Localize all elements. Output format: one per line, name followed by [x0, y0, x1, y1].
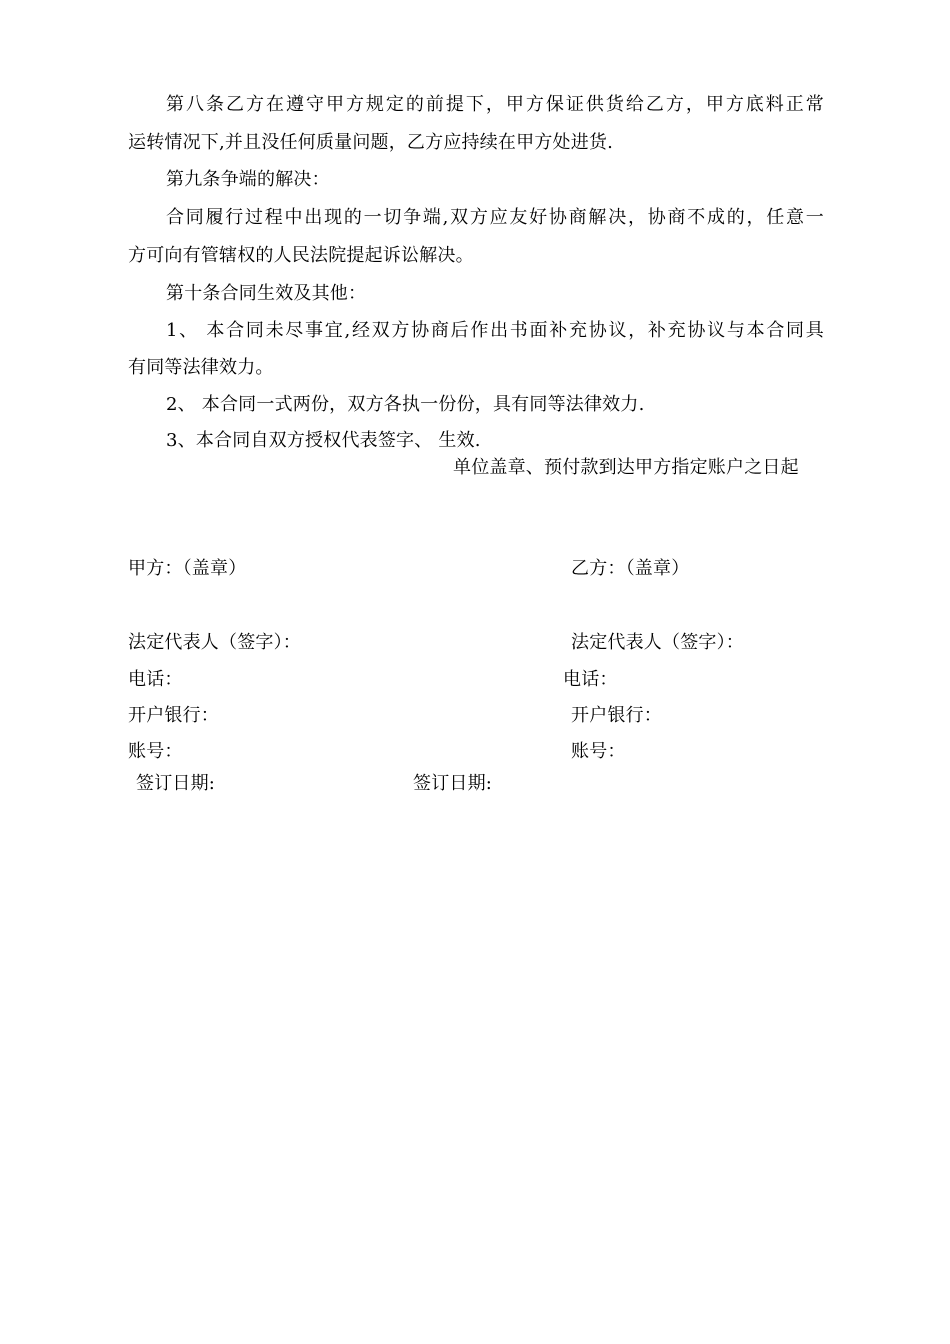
article10-item2: 2、 本合同一式两份，双方各执一份份，具有同等法律效力.: [166, 394, 645, 415]
article8-line1: 第八条乙方在遵守甲方规定的前提下，甲方保证供货给乙方，甲方底料正常: [166, 94, 824, 115]
party-b-legal-rep: 法定代表人（签字）：: [571, 632, 744, 653]
article9-title: 第九条争端的解决：: [166, 169, 330, 190]
party-a-phone: 电话：: [128, 669, 183, 690]
party-a-legal-rep: 法定代表人（签字）：: [128, 632, 301, 653]
party-a-bank: 开户银行：: [128, 705, 219, 726]
party-b-phone: 电话：: [563, 669, 618, 690]
article10-item3: 3、本合同自双方授权代表签字、 生效.: [166, 430, 481, 451]
party-b-bank: 开户银行：: [571, 705, 662, 726]
article8-line2: 运转情况下,并且没任何质量问题，乙方应持续在甲方处进货.: [128, 132, 614, 153]
article10-item1-line2: 有同等法律效力。: [128, 357, 274, 378]
party-b-sign-date: 签订日期:: [413, 773, 493, 794]
article9-line1: 合同履行过程中出现的一切争端,双方应友好协商解决，协商不成的，任意一: [166, 207, 824, 228]
article10-item3-continuation: 单位盖章、预付款到达甲方指定账户之日起: [453, 457, 799, 478]
party-a-sign-date: 签订日期:: [136, 773, 216, 794]
party-b-account: 账号：: [571, 741, 626, 762]
party-a-stamp: 甲方：（盖章）: [128, 558, 247, 579]
article9-line2: 方可向有管辖权的人民法院提起诉讼解决。: [128, 245, 474, 266]
article10-title: 第十条合同生效及其他：: [166, 283, 367, 304]
party-b-stamp: 乙方：（盖章）: [571, 558, 690, 579]
party-a-account: 账号：: [128, 741, 183, 762]
article10-item1-line1: 1、 本合同未尽事宜,经双方协商后作出书面补充协议，补充协议与本合同具: [166, 320, 824, 341]
